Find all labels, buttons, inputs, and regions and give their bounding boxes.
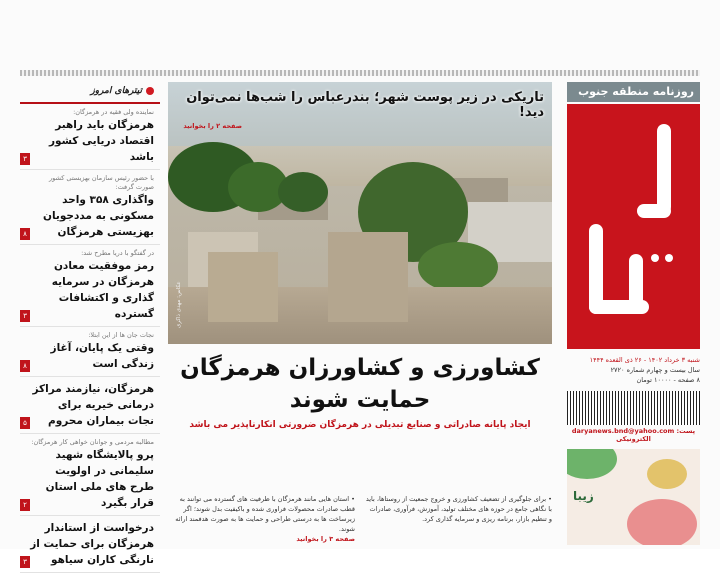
newspaper-tagline: روزنامه منطقه جنوب [567, 82, 700, 102]
contact-email[interactable]: daryanews.bnd@yahoo.com :پست الکترونیکی [571, 427, 696, 443]
issue-price: ۸ صفحه - ۱۰۰۰۰ تومان [636, 376, 700, 384]
ad-decoration [567, 449, 617, 479]
subheadline: ایجاد پایانه صادراتی و صنایع تبدیلی در هرمزگان ضرورتی انکارناپذیر می باشد [189, 420, 531, 430]
page-number-badge: ۸ [20, 228, 30, 240]
news-title: واگذاری ۳۵۸ واحد مسکونی به مددجویان بهزیستی هرمزگان [42, 194, 154, 238]
logo-stroke [665, 254, 673, 262]
story-body-column: • برای جلوگیری از تضعیف کشاورزی و خروج جمعیت از روستاها، باید با نگاهی جامع در حوزه های مختلف تولید، آموزش، فرآوری، صادرات و تنظیم بازار، برنامه ریزی و سرمایه گذاری کرد. [365, 495, 552, 523]
news-title: هرمزگان، نیازمند مراکز درمانی خیریه برای نجات بیماران محروم [32, 383, 154, 427]
news-item[interactable] [20, 516, 160, 573]
news-title: هرمزگان باید راهبر اقتصاد دریایی کشور باشد [48, 119, 154, 163]
page-number-badge: ۳ [20, 556, 30, 568]
story-body [168, 494, 552, 544]
news-title: درخواست از استاندار هرمزگان برای حمایت از نارنگی کاران سیاهو [30, 522, 154, 566]
news-item[interactable] [20, 104, 160, 170]
news-title: پرو پالایشگاه شهید سلیمانی در اولویت طرح های ملی استان قرار بگیرد [45, 449, 154, 509]
news-item[interactable] [20, 434, 160, 516]
advertisement[interactable] [567, 449, 700, 545]
lead-photo [168, 82, 552, 344]
news-item[interactable] [20, 377, 160, 434]
issue-date: شنبه ۳ خرداد ۱۴۰۲ - ۲۶ ذی القعده ۱۴۴۴ [589, 356, 700, 364]
logo-stroke [651, 254, 659, 262]
news-item[interactable] [20, 170, 160, 245]
news-kicker: با حضور رئیس سازمان بهزیستی کشور صورت گرفت: [48, 174, 154, 191]
story-body-text: • استان هایی مانند هرمزگان با ظرفیت های گسترده می توانند به قطب صادرات محصولات فراوری شده و باکیفیت بدل شوند؛ اگر زیرساخت ها به درستی طراحی و حمایت ها به صورت هدفمند ارائه شوند. [175, 495, 355, 533]
main-headline-line: کشاورزی و کشاورزان هرمزگان [180, 355, 540, 381]
news-kicker: نجات جان ها از این ابتلا: [88, 331, 154, 339]
logo-stroke [629, 254, 643, 314]
ad-text: زیبا [573, 489, 594, 503]
logo-stroke [637, 204, 671, 218]
photo-page-ref: صفحه ۲ را بخوانید [183, 122, 242, 130]
ruined-wall [328, 232, 408, 322]
bullet-icon [146, 87, 154, 95]
news-item[interactable] [20, 245, 160, 327]
news-title: رمز موفقیت معادن هرمزگان در سرمایه گذاری و اکتشافات گسترده [51, 260, 154, 320]
page-number-badge: ۵ [20, 417, 30, 429]
top-decorative-strip [20, 70, 700, 76]
masthead-column [567, 82, 700, 544]
news-kicker: در گفتگو با دریا مطرح شد: [81, 249, 154, 257]
page-number-badge: ۳ [20, 153, 30, 165]
photo-tree [278, 172, 328, 212]
page-number-badge: ۳ [20, 310, 30, 322]
news-kicker: مطالبه مردمی و جوانان خواهی کار هرمزگان: [31, 438, 154, 446]
news-item[interactable] [20, 327, 160, 377]
issue-info [567, 355, 700, 385]
photo-credit: عکاس: مهدی ذاکری [176, 281, 182, 328]
news-title: وقتی یک پایان، آغاز زندگی است [50, 342, 154, 370]
ruined-wall [208, 252, 278, 322]
headlines-column [20, 80, 160, 566]
news-kicker: نماینده ولی فقیه در هرمزگان: [73, 108, 154, 116]
today-headlines-label: تیترهای امروز [90, 86, 142, 96]
ad-decoration [647, 459, 687, 489]
photo-tree [418, 242, 498, 292]
newspaper-logo-block [567, 104, 700, 349]
issue-number: سال بیست و چهارم شماره ۲۷۲۰ [610, 366, 700, 374]
story-body-column [168, 494, 355, 544]
page-number-badge: ۲ [20, 499, 30, 511]
photo-headline[interactable]: تاریکی در زیر پوست شهر؛ بندرعباس را شب‌ها نمی‌توان دید! [186, 90, 544, 120]
story-page-ref: صفحه ۳ را بخوانید [296, 535, 355, 543]
today-headlines-header [20, 80, 160, 104]
main-headline-line: حمایت شوند [289, 387, 431, 413]
main-story-column [168, 82, 552, 544]
logo-stroke [657, 124, 671, 214]
main-headline[interactable] [168, 352, 552, 416]
ad-decoration [627, 499, 697, 545]
page-number-badge: ۸ [20, 360, 30, 372]
barcode [567, 391, 700, 425]
